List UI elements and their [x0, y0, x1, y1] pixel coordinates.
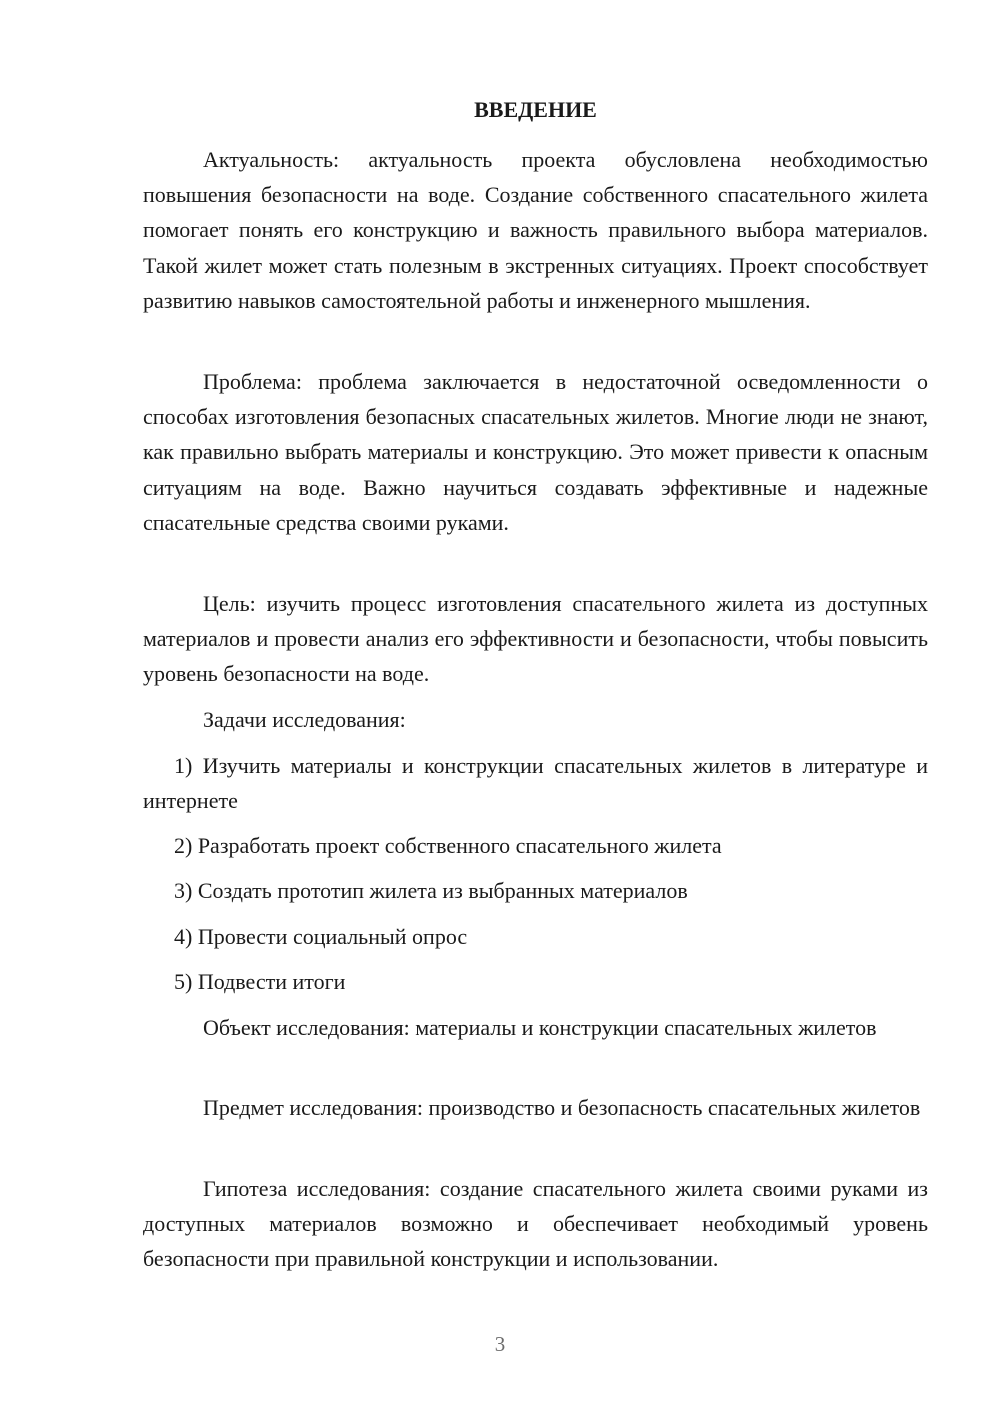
goal-paragraph: Цель: изучить процесс изготовления спасательного жилета из доступных материалов и провести анализ его эффективности и безопасности, чтобы повысить уровень безопасности на воде.	[143, 591, 928, 687]
page-number: 3	[494, 1332, 506, 1356]
section-heading: ВВЕДЕНИЕ	[474, 97, 597, 122]
task-item-5: 5) Подвести итоги	[174, 969, 346, 994]
problem-paragraph: Проблема: проблема заключается в недостаточной осведомленности о способах изготовления безопасных спасательных жилетов. Многие люди не знают, как правильно выбрать материалы и конструкцию. Это может привести к опасным ситуациям на воде. Важно научиться создавать эффективные и надежные спасательные средства своими руками.	[143, 369, 928, 535]
task-item-4: 4) Провести социальный опрос	[174, 924, 468, 949]
relevance-paragraph: Актуальность: актуальность проекта обусловлена необходимостью повышения безопасности на воде. Создание собственного спасательного жилета помогает понять его конструкцию и важность правильного выбора материалов. Такой жилет может стать полезным в экстренных ситуациях. Проект способствует развитию навыков самостоятельной работы и инженерного мышления.	[143, 147, 928, 313]
subject-paragraph: Предмет исследования: производство и безопасность спасательных жилетов	[203, 1095, 921, 1120]
hypothesis-paragraph: Гипотеза исследования: создание спасательного жилета своими руками из доступных материалов возможно и обеспечивает необходимый уровень безопасности при правильной конструкции и использовании.	[143, 1176, 928, 1272]
object-paragraph: Объект исследования: материалы и конструкции спасательных жилетов	[203, 1015, 877, 1040]
tasks-title: Задачи исследования:	[203, 707, 406, 732]
task-item-2: 2) Разработать проект собственного спасательного жилета	[174, 833, 722, 858]
task-item-3: 3) Создать прототип жилета из выбранных материалов	[174, 878, 688, 903]
task-item-1: 1) Изучить материалы и конструкции спасательных жилетов в литературе и интернете	[143, 753, 928, 814]
